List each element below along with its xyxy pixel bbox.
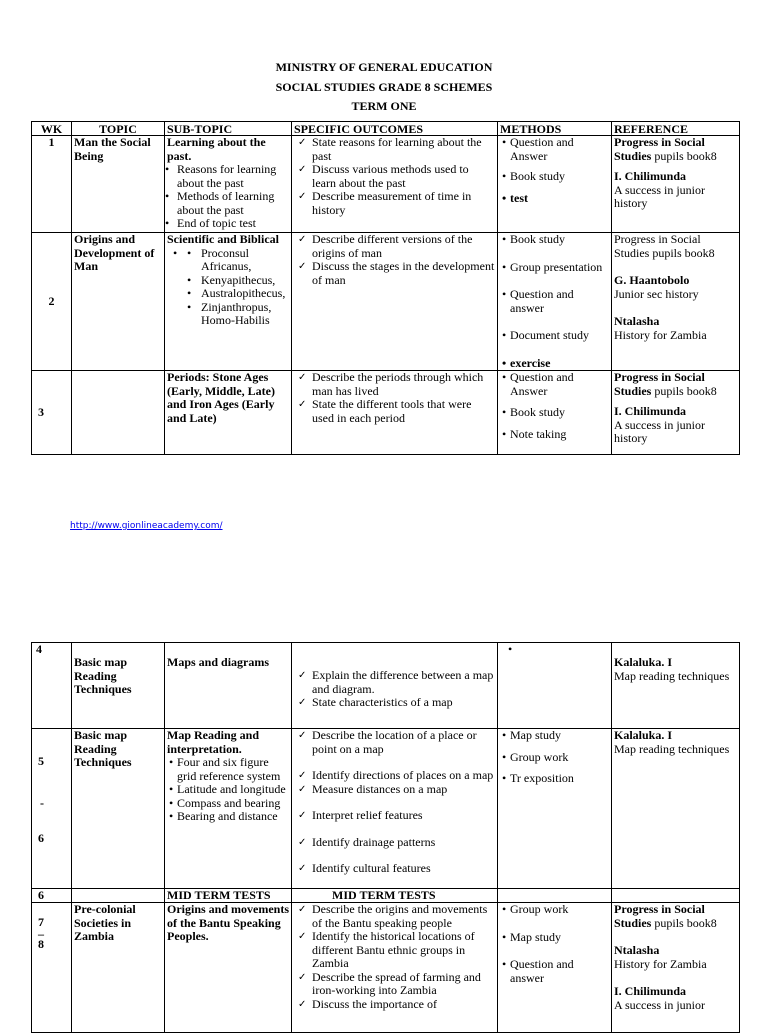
- subtopic-cell: [165, 233, 292, 371]
- reference-text: Map reading techniques: [614, 668, 730, 683]
- week-cell: 6: [32, 889, 72, 903]
- reference-text: [614, 903, 737, 930]
- list-item: • Compass and bearing: [167, 797, 289, 811]
- doc-title-schemes: SOCIAL STUDIES GRADE 8 SCHEMES: [275, 80, 493, 94]
- methods-cell: [498, 903, 612, 1033]
- reference-text: Map reading techniques: [614, 741, 730, 756]
- methods-cell: [498, 233, 612, 371]
- reference-text: History for Zambia: [614, 327, 707, 342]
- list-item-text: Kenyapithecus,: [201, 272, 276, 287]
- outcomes-cell: [292, 136, 498, 233]
- reference-tail: pupils book8: [651, 915, 717, 930]
- reference-author: G. Haantobolo: [614, 273, 690, 287]
- list-item: ✓ Identify the historical locations of different Bantu ethnic groups in Zambia: [294, 930, 495, 971]
- week-cell: [32, 903, 72, 1033]
- reference-title: Progress in Social Studies: [614, 902, 705, 930]
- reference-tail: pupils book8: [651, 148, 717, 163]
- reference-text: History for Zambia: [614, 956, 707, 971]
- list-item: • Four and six figure grid reference system: [167, 756, 289, 783]
- scheme-table-2: [31, 642, 740, 1033]
- reference-cell: [612, 889, 740, 903]
- list-item: • Group presentation: [500, 261, 609, 275]
- list-item: • Map study: [500, 729, 609, 743]
- table-header-row: [32, 122, 740, 136]
- list-item: • test: [500, 192, 609, 206]
- list-item: ✓ Discuss various methods used to learn about the past: [294, 163, 495, 190]
- subtopic-cell: Origins and movements of the Bantu Speaking Peoples.: [165, 903, 292, 1033]
- week-cell: 2: [32, 233, 72, 371]
- week-cell: 3: [32, 371, 72, 455]
- list-item: • Reasons for learning about the past: [167, 163, 289, 190]
- reference-author: I. Chilimunda: [614, 984, 687, 998]
- list-item: ✓ State reasons for learning about the past: [294, 136, 495, 163]
- bullet-empty: •: [508, 642, 513, 656]
- list-item: ✓ Describe the origins and movements of the Bantu speaking people: [294, 903, 495, 930]
- outcomes-cell: [292, 643, 498, 729]
- table-row: [32, 371, 740, 455]
- methods-cell: [498, 136, 612, 233]
- list-item: ✓ Describe the periods through which man has lived: [294, 371, 495, 398]
- reference-cell: [612, 371, 740, 455]
- col-header-wk: WK: [32, 122, 72, 136]
- col-header-outcomes: SPECIFIC OUTCOMES: [292, 122, 498, 136]
- list-item: ✓ State characteristics of a map: [294, 696, 495, 710]
- reference-author: I. Chilimunda: [614, 169, 687, 183]
- reference-cell: [612, 903, 740, 1033]
- week-cell: 4: [32, 643, 72, 729]
- col-header-reference: REFERENCE: [612, 122, 740, 136]
- list-item: ✓ Describe the location of a place or point on a map: [294, 729, 495, 756]
- list-item: ✓ Describe different versions of the origins of man: [294, 233, 495, 260]
- reference-cell: [612, 136, 740, 233]
- list-item: • Bearing and distance: [167, 810, 289, 824]
- list-item-text: Zinjanthropus, Homo-Habilis: [201, 299, 272, 327]
- list-item: • Question and answer: [500, 958, 609, 985]
- outcomes-cell: [292, 903, 498, 1033]
- list-item: • Book study: [500, 233, 609, 247]
- table-row: [32, 643, 740, 729]
- reference-cell: [612, 233, 740, 371]
- list-item: • • Proconsul Africanus,: [167, 247, 289, 274]
- subtopic-cell: [165, 136, 292, 233]
- subtopic-list: [167, 163, 289, 231]
- list-item: • Zinjanthropus, Homo-Habilis: [187, 299, 272, 327]
- reference-text: Junior sec history: [614, 286, 699, 301]
- reference-text: A success in junior history: [614, 182, 705, 210]
- topic-cell: Pre-colonial Societies in Zambia: [72, 903, 165, 1033]
- list-item: ✓ Identify drainage patterns: [294, 836, 495, 850]
- list-item: • Question and Answer: [500, 371, 609, 398]
- list-item: • Question and answer: [500, 288, 609, 315]
- table-row: [32, 136, 740, 233]
- col-header-topic: TOPIC: [72, 122, 165, 136]
- website-link[interactable]: http://www.gionlineacademy.com/: [70, 521, 223, 531]
- outcomes-cell: [292, 371, 498, 455]
- subtopic-title: Map Reading and interpretation.: [167, 728, 260, 756]
- week-separator: -: [40, 795, 44, 810]
- list-item: • exercise: [500, 357, 609, 371]
- list-item: • Book study: [500, 406, 609, 420]
- list-item: • Document study: [500, 329, 609, 343]
- list-item: • Book study: [500, 170, 609, 184]
- week-cell: 1: [32, 136, 72, 233]
- week-number: 5: [38, 754, 44, 768]
- list-item: • Latitude and longitude: [167, 783, 289, 797]
- reference-cell: [612, 643, 740, 729]
- list-item: ✓ Discuss the importance of: [294, 998, 495, 1012]
- subtopic-cell: MID TERM TESTS: [165, 889, 292, 903]
- list-item-text: Proconsul Africanus,: [201, 245, 252, 273]
- reference-tail: pupils book8: [651, 383, 717, 398]
- list-item: ✓ Discuss the stages in the development of man: [294, 260, 495, 287]
- list-item: • End of topic test: [167, 217, 289, 231]
- list-item: • Group work: [500, 751, 609, 765]
- topic-cell: Basic map Reading Techniques: [72, 643, 165, 729]
- reference-author: Ntalasha: [614, 314, 660, 328]
- methods-cell: [498, 643, 612, 729]
- week-number: 6: [38, 831, 44, 845]
- outcomes-cell: MID TERM TESTS: [292, 889, 498, 903]
- table-row: [32, 889, 740, 903]
- list-item: • Tr exposition: [500, 772, 609, 786]
- methods-cell: [498, 729, 612, 889]
- subtopic-title: Scientific and Biblical: [167, 232, 280, 246]
- list-item: ✓ Measure distances on a map: [294, 783, 495, 797]
- reference-text: A success in junior: [614, 997, 705, 1012]
- subtopic-cell: [165, 729, 292, 889]
- doc-title-term: TERM ONE: [351, 99, 417, 113]
- reference-text: [614, 371, 737, 398]
- list-item: • Note taking: [500, 428, 609, 442]
- subtopic-title: Learning about the past.: [167, 135, 266, 163]
- reference-title: Progress in Social Studies: [614, 370, 705, 398]
- topic-cell: Man the Social Being: [72, 136, 165, 233]
- col-header-methods: METHODS: [498, 122, 612, 136]
- list-item: ✓ Identify cultural features: [294, 862, 495, 876]
- list-item: ✓ State the different tools that were used in each period: [294, 398, 495, 425]
- subtopic-cell: Maps and diagrams: [165, 643, 292, 729]
- reference-author: Ntalasha: [614, 943, 660, 957]
- outcomes-cell: [292, 233, 498, 371]
- reference-title: Progress in Social Studies: [614, 135, 705, 163]
- list-item: • Australopithecus,: [187, 286, 286, 300]
- reference-text: [614, 136, 737, 163]
- week-separator: –: [38, 926, 44, 941]
- list-item: ✓ Explain the difference between a map and diagram.: [294, 669, 495, 696]
- topic-cell: [72, 889, 165, 903]
- doc-title-ministry: MINISTRY OF GENERAL EDUCATION: [275, 60, 493, 74]
- list-item: • Question and Answer: [500, 136, 609, 163]
- reference-text: Progress in Social Studies pupils book8: [614, 232, 715, 260]
- topic-cell: [72, 371, 165, 455]
- table-row: [32, 729, 740, 889]
- topic-cell: Basic map Reading Techniques: [72, 729, 165, 889]
- list-item: ✓ Describe measurement of time in history: [294, 190, 495, 217]
- reference-author: Kalaluka. I: [614, 728, 673, 742]
- list-item: • Map study: [500, 931, 609, 945]
- methods-cell: [498, 371, 612, 455]
- list-item: ✓ Interpret relief features: [294, 809, 495, 823]
- list-item: ✓ Describe the spread of farming and iron-working into Zambia: [294, 971, 495, 998]
- list-item: • Group work: [500, 903, 609, 917]
- week-number: 7: [38, 915, 44, 929]
- week-cell: [32, 729, 72, 889]
- week-number: 8: [38, 936, 44, 951]
- table-row: [32, 903, 740, 1033]
- topic-cell: Origins and Development of Man: [72, 233, 165, 371]
- subtopic-cell: Periods: Stone Ages (Early, Middle, Late) and Iron Ages (Early and Late): [165, 371, 292, 455]
- list-item: • Kenyapithecus,: [187, 272, 276, 287]
- reference-author: Kalaluka. I: [614, 655, 673, 669]
- col-header-subtopic: SUB-TOPIC: [165, 122, 292, 136]
- reference-author: I. Chilimunda: [614, 404, 687, 418]
- reference-cell: [612, 729, 740, 889]
- list-item-text: Australopithecus,: [201, 286, 286, 300]
- reference-text: A success in junior history: [614, 417, 705, 445]
- outcomes-cell: [292, 729, 498, 889]
- list-item: • Methods of learning about the past: [167, 190, 289, 217]
- table-row: [32, 233, 740, 371]
- methods-cell: [498, 889, 612, 903]
- scheme-table-1: [31, 121, 740, 455]
- list-item: ✓ Identify directions of places on a map: [294, 769, 495, 783]
